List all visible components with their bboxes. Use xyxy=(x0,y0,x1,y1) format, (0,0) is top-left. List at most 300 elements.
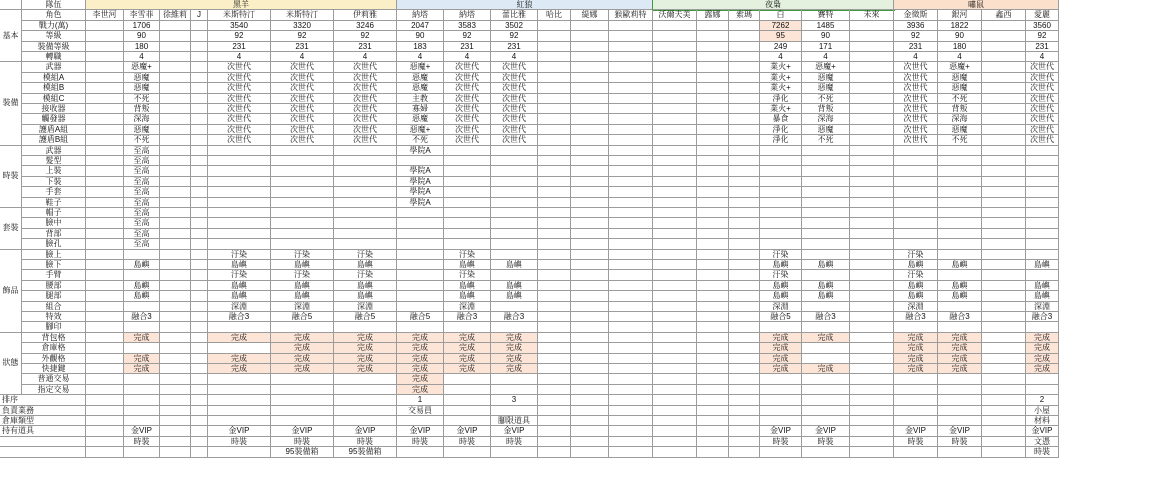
cell-bottom-0-2[interactable] xyxy=(160,395,191,405)
cell-extra2-17[interactable] xyxy=(802,447,850,457)
cell-power-16[interactable]: 7262 xyxy=(760,21,802,31)
cell-bottom-3-22[interactable]: 金VIP xyxy=(1026,426,1059,436)
cell-accessory-5-7[interactable] xyxy=(397,302,444,312)
cell-equip-7-15[interactable] xyxy=(729,135,760,145)
cell-level-22[interactable]: 92 xyxy=(1026,31,1059,41)
cell-set-0-17[interactable] xyxy=(802,208,850,218)
cell-accessory-0-8[interactable]: 汙染 xyxy=(444,250,491,260)
cell-status-1-13[interactable] xyxy=(653,343,697,353)
cell-bottom-1-8[interactable] xyxy=(444,406,491,416)
cell-bottom-0-17[interactable] xyxy=(802,395,850,405)
cell-set-0-12[interactable] xyxy=(609,208,653,218)
cell-accessory-2-13[interactable] xyxy=(653,270,697,280)
cell-equip-0-11[interactable] xyxy=(571,62,609,72)
cell-equip-0-0[interactable] xyxy=(86,62,124,72)
cell-accessory-6-22[interactable]: 融合3 xyxy=(1026,312,1059,322)
cell-costume-3-2[interactable] xyxy=(160,177,191,187)
cell-rank-4[interactable]: 4 xyxy=(208,52,271,62)
cell-equip-2-19[interactable]: 次世代 xyxy=(894,83,938,93)
cell-bottom-1-11[interactable] xyxy=(571,406,609,416)
cell-costume-5-11[interactable] xyxy=(571,198,609,208)
cell-power-22[interactable]: 3560 xyxy=(1026,21,1059,31)
cell-costume-5-1[interactable]: 至高 xyxy=(124,198,160,208)
team-group-header[interactable]: 嘯鼠 xyxy=(894,0,1059,10)
cell-costume-4-4[interactable] xyxy=(208,187,271,197)
column-header-1[interactable]: 李雪菲 xyxy=(124,10,160,20)
cell-status-5-21[interactable] xyxy=(982,385,1026,395)
cell-accessory-1-4[interactable]: 島嶼 xyxy=(208,260,271,270)
cell-equip-7-6[interactable]: 次世代 xyxy=(334,135,397,145)
cell-accessory-7-15[interactable] xyxy=(729,322,760,332)
cell-costume-4-0[interactable] xyxy=(86,187,124,197)
cell-costume-0-1[interactable]: 至高 xyxy=(124,146,160,156)
cell-equip-3-5[interactable]: 次世代 xyxy=(271,94,334,104)
cell-bottom-1-0[interactable] xyxy=(86,406,124,416)
cell-bottom-3-21[interactable] xyxy=(982,426,1026,436)
cell-equip-7-14[interactable] xyxy=(697,135,729,145)
cell-set-1-4[interactable] xyxy=(208,218,271,228)
cell-status-5-12[interactable] xyxy=(609,385,653,395)
cell-extra2-21[interactable] xyxy=(982,447,1026,457)
cell-accessory-2-8[interactable]: 汙染 xyxy=(444,270,491,280)
cell-accessory-3-6[interactable]: 島嶼 xyxy=(334,281,397,291)
cell-accessory-6-0[interactable] xyxy=(86,312,124,322)
cell-set-0-16[interactable] xyxy=(760,208,802,218)
cell-accessory-1-16[interactable]: 島嶼 xyxy=(760,260,802,270)
cell-costume-2-6[interactable] xyxy=(334,166,397,176)
cell-status-3-22[interactable]: 完成 xyxy=(1026,364,1059,374)
cell-accessory-5-22[interactable]: 深淵 xyxy=(1026,302,1059,312)
cell-bottom-0-1[interactable] xyxy=(124,395,160,405)
cell-accessory-1-9[interactable]: 島嶼 xyxy=(491,260,538,270)
cell-costume-4-1[interactable]: 至高 xyxy=(124,187,160,197)
cell-status-5-2[interactable] xyxy=(160,385,191,395)
cell-accessory-2-15[interactable] xyxy=(729,270,760,280)
cell-equip-7-1[interactable]: 不死 xyxy=(124,135,160,145)
cell-accessory-2-20[interactable] xyxy=(938,270,982,280)
cell-set-2-3[interactable] xyxy=(191,229,208,239)
cell-status-4-16[interactable] xyxy=(760,374,802,384)
cell-equip-7-22[interactable]: 次世代 xyxy=(1026,135,1059,145)
column-header-13[interactable]: 沃爾夫美 xyxy=(653,10,697,20)
cell-set-1-18[interactable] xyxy=(850,218,894,228)
cell-accessory-0-13[interactable] xyxy=(653,250,697,260)
cell-set-1-5[interactable] xyxy=(271,218,334,228)
cell-costume-5-9[interactable] xyxy=(491,198,538,208)
cell-extra2-20[interactable] xyxy=(938,447,982,457)
cell-accessory-1-1[interactable]: 島嶼 xyxy=(124,260,160,270)
cell-set-3-6[interactable] xyxy=(334,239,397,249)
cell-accessory-5-15[interactable] xyxy=(729,302,760,312)
cell-bottom-1-4[interactable] xyxy=(208,406,271,416)
cell-power-21[interactable] xyxy=(982,21,1026,31)
cell-costume-5-6[interactable] xyxy=(334,198,397,208)
cell-accessory-3-0[interactable] xyxy=(86,281,124,291)
cell-equip-4-0[interactable] xyxy=(86,104,124,114)
cell-bottom-1-21[interactable] xyxy=(982,406,1026,416)
cell-costume-2-5[interactable] xyxy=(271,166,334,176)
cell-status-1-3[interactable] xyxy=(191,343,208,353)
cell-costume-5-17[interactable] xyxy=(802,198,850,208)
cell-equip-1-6[interactable]: 次世代 xyxy=(334,73,397,83)
cell-equip-3-11[interactable] xyxy=(571,94,609,104)
cell-costume-1-9[interactable] xyxy=(491,156,538,166)
cell-equip-2-7[interactable]: 惡魔 xyxy=(397,83,444,93)
cell-accessory-0-17[interactable] xyxy=(802,250,850,260)
cell-equip-0-22[interactable]: 次世代 xyxy=(1026,62,1059,72)
cell-costume-2-4[interactable] xyxy=(208,166,271,176)
cell-accessory-2-22[interactable] xyxy=(1026,270,1059,280)
cell-equip-3-6[interactable]: 次世代 xyxy=(334,94,397,104)
cell-costume-1-12[interactable] xyxy=(609,156,653,166)
cell-equip-4-12[interactable] xyxy=(609,104,653,114)
cell-costume-5-19[interactable] xyxy=(894,198,938,208)
cell-bottom-3-15[interactable] xyxy=(729,426,760,436)
cell-accessory-6-13[interactable] xyxy=(653,312,697,322)
cell-costume-3-18[interactable] xyxy=(850,177,894,187)
cell-set-0-21[interactable] xyxy=(982,208,1026,218)
cell-accessory-3-17[interactable]: 島嶼 xyxy=(802,281,850,291)
cell-costume-3-19[interactable] xyxy=(894,177,938,187)
cell-equip-1-9[interactable]: 次世代 xyxy=(491,73,538,83)
cell-equip-5-12[interactable] xyxy=(609,114,653,124)
cell-bottom-1-12[interactable] xyxy=(609,406,653,416)
cell-accessory-3-14[interactable] xyxy=(697,281,729,291)
cell-bottom-2-19[interactable] xyxy=(894,416,938,426)
cell-extra1-22[interactable]: 文憑 xyxy=(1026,437,1059,447)
cell-costume-1-13[interactable] xyxy=(653,156,697,166)
cell-costume-3-11[interactable] xyxy=(571,177,609,187)
cell-power-17[interactable]: 1485 xyxy=(802,21,850,31)
cell-equip-level-21[interactable] xyxy=(982,42,1026,52)
cell-extra1-4[interactable]: 時裝 xyxy=(208,437,271,447)
cell-set-3-4[interactable] xyxy=(208,239,271,249)
cell-equip-0-5[interactable]: 次世代 xyxy=(271,62,334,72)
cell-equip-1-7[interactable]: 惡魔 xyxy=(397,73,444,83)
cell-accessory-7-9[interactable] xyxy=(491,322,538,332)
cell-set-0-11[interactable] xyxy=(571,208,609,218)
cell-level-12[interactable] xyxy=(609,31,653,41)
cell-set-2-5[interactable] xyxy=(271,229,334,239)
cell-status-3-17[interactable]: 完成 xyxy=(802,364,850,374)
cell-equip-1-12[interactable] xyxy=(609,73,653,83)
cell-equip-3-4[interactable]: 次世代 xyxy=(208,94,271,104)
cell-status-3-16[interactable]: 完成 xyxy=(760,364,802,374)
cell-status-3-11[interactable] xyxy=(571,364,609,374)
cell-set-0-8[interactable] xyxy=(444,208,491,218)
cell-level-20[interactable]: 90 xyxy=(938,31,982,41)
cell-status-2-20[interactable]: 完成 xyxy=(938,354,982,364)
team-group-header[interactable]: 夜梟 xyxy=(653,0,894,10)
cell-extra2-0[interactable] xyxy=(86,447,124,457)
cell-equip-7-0[interactable] xyxy=(86,135,124,145)
cell-costume-4-20[interactable] xyxy=(938,187,982,197)
cell-accessory-5-8[interactable]: 深淵 xyxy=(444,302,491,312)
cell-equip-6-21[interactable] xyxy=(982,125,1026,135)
cell-status-3-21[interactable] xyxy=(982,364,1026,374)
cell-costume-2-10[interactable] xyxy=(538,166,571,176)
cell-equip-7-3[interactable] xyxy=(191,135,208,145)
cell-status-0-8[interactable]: 完成 xyxy=(444,333,491,343)
cell-costume-2-0[interactable] xyxy=(86,166,124,176)
cell-costume-0-21[interactable] xyxy=(982,146,1026,156)
cell-equip-level-7[interactable]: 183 xyxy=(397,42,444,52)
cell-set-2-7[interactable] xyxy=(397,229,444,239)
cell-rank-9[interactable]: 4 xyxy=(491,52,538,62)
cell-costume-3-1[interactable]: 至高 xyxy=(124,177,160,187)
cell-set-0-15[interactable] xyxy=(729,208,760,218)
cell-extra2-14[interactable] xyxy=(697,447,729,457)
cell-accessory-1-22[interactable]: 島嶼 xyxy=(1026,260,1059,270)
cell-accessory-1-14[interactable] xyxy=(697,260,729,270)
cell-accessory-4-6[interactable]: 島嶼 xyxy=(334,291,397,301)
cell-equip-6-10[interactable] xyxy=(538,125,571,135)
cell-costume-2-15[interactable] xyxy=(729,166,760,176)
cell-extra2-7[interactable] xyxy=(397,447,444,457)
cell-accessory-1-2[interactable] xyxy=(160,260,191,270)
cell-accessory-4-14[interactable] xyxy=(697,291,729,301)
column-header-22[interactable]: 愛麗 xyxy=(1026,10,1059,20)
cell-extra2-3[interactable] xyxy=(191,447,208,457)
cell-bottom-0-6[interactable] xyxy=(334,395,397,405)
cell-equip-1-21[interactable] xyxy=(982,73,1026,83)
cell-equip-7-17[interactable]: 不死 xyxy=(802,135,850,145)
cell-level-18[interactable] xyxy=(850,31,894,41)
cell-status-0-2[interactable] xyxy=(160,333,191,343)
cell-bottom-0-11[interactable] xyxy=(571,395,609,405)
cell-costume-4-7[interactable]: 學院A xyxy=(397,187,444,197)
cell-power-5[interactable]: 3320 xyxy=(271,21,334,31)
cell-set-3-18[interactable] xyxy=(850,239,894,249)
cell-status-4-3[interactable] xyxy=(191,374,208,384)
cell-status-3-7[interactable]: 完成 xyxy=(397,364,444,374)
cell-bottom-2-21[interactable] xyxy=(982,416,1026,426)
cell-bottom-0-16[interactable] xyxy=(760,395,802,405)
cell-accessory-2-6[interactable]: 汙染 xyxy=(334,270,397,280)
cell-set-1-7[interactable] xyxy=(397,218,444,228)
cell-set-0-10[interactable] xyxy=(538,208,571,218)
cell-accessory-0-4[interactable]: 汙染 xyxy=(208,250,271,260)
cell-accessory-7-0[interactable] xyxy=(86,322,124,332)
cell-equip-4-3[interactable] xyxy=(191,104,208,114)
cell-extra2-2[interactable] xyxy=(160,447,191,457)
cell-equip-2-4[interactable]: 次世代 xyxy=(208,83,271,93)
cell-set-2-19[interactable] xyxy=(894,229,938,239)
cell-equip-7-13[interactable] xyxy=(653,135,697,145)
cell-bottom-0-19[interactable] xyxy=(894,395,938,405)
cell-extra1-3[interactable] xyxy=(191,437,208,447)
cell-equip-6-17[interactable]: 惡魔 xyxy=(802,125,850,135)
cell-accessory-0-2[interactable] xyxy=(160,250,191,260)
cell-extra1-8[interactable]: 時裝 xyxy=(444,437,491,447)
cell-accessory-3-3[interactable] xyxy=(191,281,208,291)
cell-rank-5[interactable]: 4 xyxy=(271,52,334,62)
cell-equip-level-6[interactable]: 231 xyxy=(334,42,397,52)
cell-equip-3-0[interactable] xyxy=(86,94,124,104)
cell-status-3-9[interactable]: 完成 xyxy=(491,364,538,374)
cell-equip-6-7[interactable]: 惡魔+ xyxy=(397,125,444,135)
cell-status-1-6[interactable]: 完成 xyxy=(334,343,397,353)
column-header-2[interactable]: 徐維莉 xyxy=(160,10,191,20)
cell-extra2-13[interactable] xyxy=(653,447,697,457)
cell-equip-1-0[interactable] xyxy=(86,73,124,83)
cell-status-0-3[interactable] xyxy=(191,333,208,343)
cell-extra1-21[interactable] xyxy=(982,437,1026,447)
cell-set-3-19[interactable] xyxy=(894,239,938,249)
cell-equip-5-8[interactable]: 次世代 xyxy=(444,114,491,124)
cell-costume-0-16[interactable] xyxy=(760,146,802,156)
cell-accessory-5-14[interactable] xyxy=(697,302,729,312)
cell-set-0-1[interactable]: 至高 xyxy=(124,208,160,218)
cell-accessory-4-8[interactable]: 島嶼 xyxy=(444,291,491,301)
cell-rank-8[interactable]: 4 xyxy=(444,52,491,62)
cell-costume-5-8[interactable] xyxy=(444,198,491,208)
cell-costume-0-19[interactable] xyxy=(894,146,938,156)
cell-set-2-9[interactable] xyxy=(491,229,538,239)
cell-costume-1-18[interactable] xyxy=(850,156,894,166)
cell-costume-5-13[interactable] xyxy=(653,198,697,208)
cell-status-2-2[interactable] xyxy=(160,354,191,364)
cell-equip-level-22[interactable]: 231 xyxy=(1026,42,1059,52)
cell-status-5-17[interactable] xyxy=(802,385,850,395)
cell-set-0-22[interactable] xyxy=(1026,208,1059,218)
cell-equip-6-5[interactable]: 次世代 xyxy=(271,125,334,135)
cell-bottom-3-8[interactable]: 金VIP xyxy=(444,426,491,436)
cell-costume-4-3[interactable] xyxy=(191,187,208,197)
cell-equip-0-12[interactable] xyxy=(609,62,653,72)
cell-status-2-8[interactable]: 完成 xyxy=(444,354,491,364)
cell-bottom-1-15[interactable] xyxy=(729,406,760,416)
cell-equip-5-7[interactable]: 惡魔 xyxy=(397,114,444,124)
cell-set-3-16[interactable] xyxy=(760,239,802,249)
cell-accessory-5-19[interactable]: 深淵 xyxy=(894,302,938,312)
cell-equip-2-11[interactable] xyxy=(571,83,609,93)
cell-equip-0-21[interactable] xyxy=(982,62,1026,72)
cell-accessory-2-12[interactable] xyxy=(609,270,653,280)
cell-bottom-0-9[interactable]: 3 xyxy=(491,395,538,405)
cell-set-3-15[interactable] xyxy=(729,239,760,249)
cell-accessory-3-20[interactable]: 島嶼 xyxy=(938,281,982,291)
cell-accessory-7-2[interactable] xyxy=(160,322,191,332)
cell-accessory-4-5[interactable]: 島嶼 xyxy=(271,291,334,301)
cell-status-5-9[interactable] xyxy=(491,385,538,395)
cell-accessory-7-22[interactable] xyxy=(1026,322,1059,332)
cell-equip-4-20[interactable]: 背叛 xyxy=(938,104,982,114)
cell-status-1-14[interactable] xyxy=(697,343,729,353)
cell-accessory-0-12[interactable] xyxy=(609,250,653,260)
cell-equip-2-12[interactable] xyxy=(609,83,653,93)
cell-equip-2-22[interactable]: 次世代 xyxy=(1026,83,1059,93)
cell-status-2-22[interactable]: 完成 xyxy=(1026,354,1059,364)
cell-costume-4-9[interactable] xyxy=(491,187,538,197)
cell-accessory-7-4[interactable] xyxy=(208,322,271,332)
cell-accessory-5-5[interactable]: 深淵 xyxy=(271,302,334,312)
cell-costume-1-15[interactable] xyxy=(729,156,760,166)
cell-accessory-6-8[interactable]: 融合3 xyxy=(444,312,491,322)
cell-accessory-3-8[interactable]: 島嶼 xyxy=(444,281,491,291)
cell-level-16[interactable]: 95 xyxy=(760,31,802,41)
cell-status-1-4[interactable] xyxy=(208,343,271,353)
cell-set-0-20[interactable] xyxy=(938,208,982,218)
cell-accessory-5-12[interactable] xyxy=(609,302,653,312)
cell-equip-6-4[interactable]: 次世代 xyxy=(208,125,271,135)
cell-status-3-13[interactable] xyxy=(653,364,697,374)
cell-equip-5-17[interactable]: 深海 xyxy=(802,114,850,124)
cell-equip-0-20[interactable]: 惡魔+ xyxy=(938,62,982,72)
cell-bottom-3-1[interactable]: 金VIP xyxy=(124,426,160,436)
cell-status-2-17[interactable] xyxy=(802,354,850,364)
cell-accessory-6-15[interactable] xyxy=(729,312,760,322)
cell-set-2-12[interactable] xyxy=(609,229,653,239)
cell-equip-2-15[interactable] xyxy=(729,83,760,93)
cell-power-9[interactable]: 3502 xyxy=(491,21,538,31)
cell-accessory-7-12[interactable] xyxy=(609,322,653,332)
cell-equip-0-18[interactable] xyxy=(850,62,894,72)
cell-accessory-0-20[interactable] xyxy=(938,250,982,260)
cell-equip-2-13[interactable] xyxy=(653,83,697,93)
cell-equip-6-13[interactable] xyxy=(653,125,697,135)
cell-costume-3-12[interactable] xyxy=(609,177,653,187)
cell-status-0-13[interactable] xyxy=(653,333,697,343)
cell-set-1-20[interactable] xyxy=(938,218,982,228)
cell-level-3[interactable] xyxy=(191,31,208,41)
cell-extra1-0[interactable] xyxy=(86,437,124,447)
cell-power-4[interactable]: 3540 xyxy=(208,21,271,31)
cell-level-21[interactable] xyxy=(982,31,1026,41)
cell-equip-4-10[interactable] xyxy=(538,104,571,114)
cell-rank-12[interactable] xyxy=(609,52,653,62)
cell-bottom-2-7[interactable] xyxy=(397,416,444,426)
cell-equip-3-13[interactable] xyxy=(653,94,697,104)
cell-accessory-4-13[interactable] xyxy=(653,291,697,301)
cell-bottom-0-18[interactable] xyxy=(850,395,894,405)
cell-status-2-19[interactable]: 完成 xyxy=(894,354,938,364)
cell-level-0[interactable] xyxy=(86,31,124,41)
cell-accessory-3-9[interactable]: 島嶼 xyxy=(491,281,538,291)
cell-rank-11[interactable] xyxy=(571,52,609,62)
cell-costume-4-13[interactable] xyxy=(653,187,697,197)
cell-status-4-10[interactable] xyxy=(538,374,571,384)
cell-accessory-7-16[interactable] xyxy=(760,322,802,332)
cell-equip-level-0[interactable] xyxy=(86,42,124,52)
cell-set-0-6[interactable] xyxy=(334,208,397,218)
cell-set-2-17[interactable] xyxy=(802,229,850,239)
cell-accessory-1-21[interactable] xyxy=(982,260,1026,270)
cell-costume-2-1[interactable]: 至高 xyxy=(124,166,160,176)
cell-equip-2-21[interactable] xyxy=(982,83,1026,93)
cell-equip-4-8[interactable]: 次世代 xyxy=(444,104,491,114)
cell-accessory-1-18[interactable] xyxy=(850,260,894,270)
cell-equip-3-18[interactable] xyxy=(850,94,894,104)
cell-power-18[interactable] xyxy=(850,21,894,31)
cell-costume-3-6[interactable] xyxy=(334,177,397,187)
cell-costume-0-22[interactable] xyxy=(1026,146,1059,156)
cell-equip-1-3[interactable] xyxy=(191,73,208,83)
cell-set-1-14[interactable] xyxy=(697,218,729,228)
cell-status-2-21[interactable] xyxy=(982,354,1026,364)
cell-costume-2-8[interactable] xyxy=(444,166,491,176)
cell-equip-2-18[interactable] xyxy=(850,83,894,93)
cell-accessory-4-20[interactable]: 島嶼 xyxy=(938,291,982,301)
cell-status-2-15[interactable] xyxy=(729,354,760,364)
cell-equip-3-7[interactable]: 主教 xyxy=(397,94,444,104)
cell-bottom-2-15[interactable] xyxy=(729,416,760,426)
cell-power-6[interactable]: 3246 xyxy=(334,21,397,31)
cell-set-1-10[interactable] xyxy=(538,218,571,228)
cell-accessory-2-1[interactable] xyxy=(124,270,160,280)
cell-accessory-4-3[interactable] xyxy=(191,291,208,301)
cell-accessory-4-15[interactable] xyxy=(729,291,760,301)
